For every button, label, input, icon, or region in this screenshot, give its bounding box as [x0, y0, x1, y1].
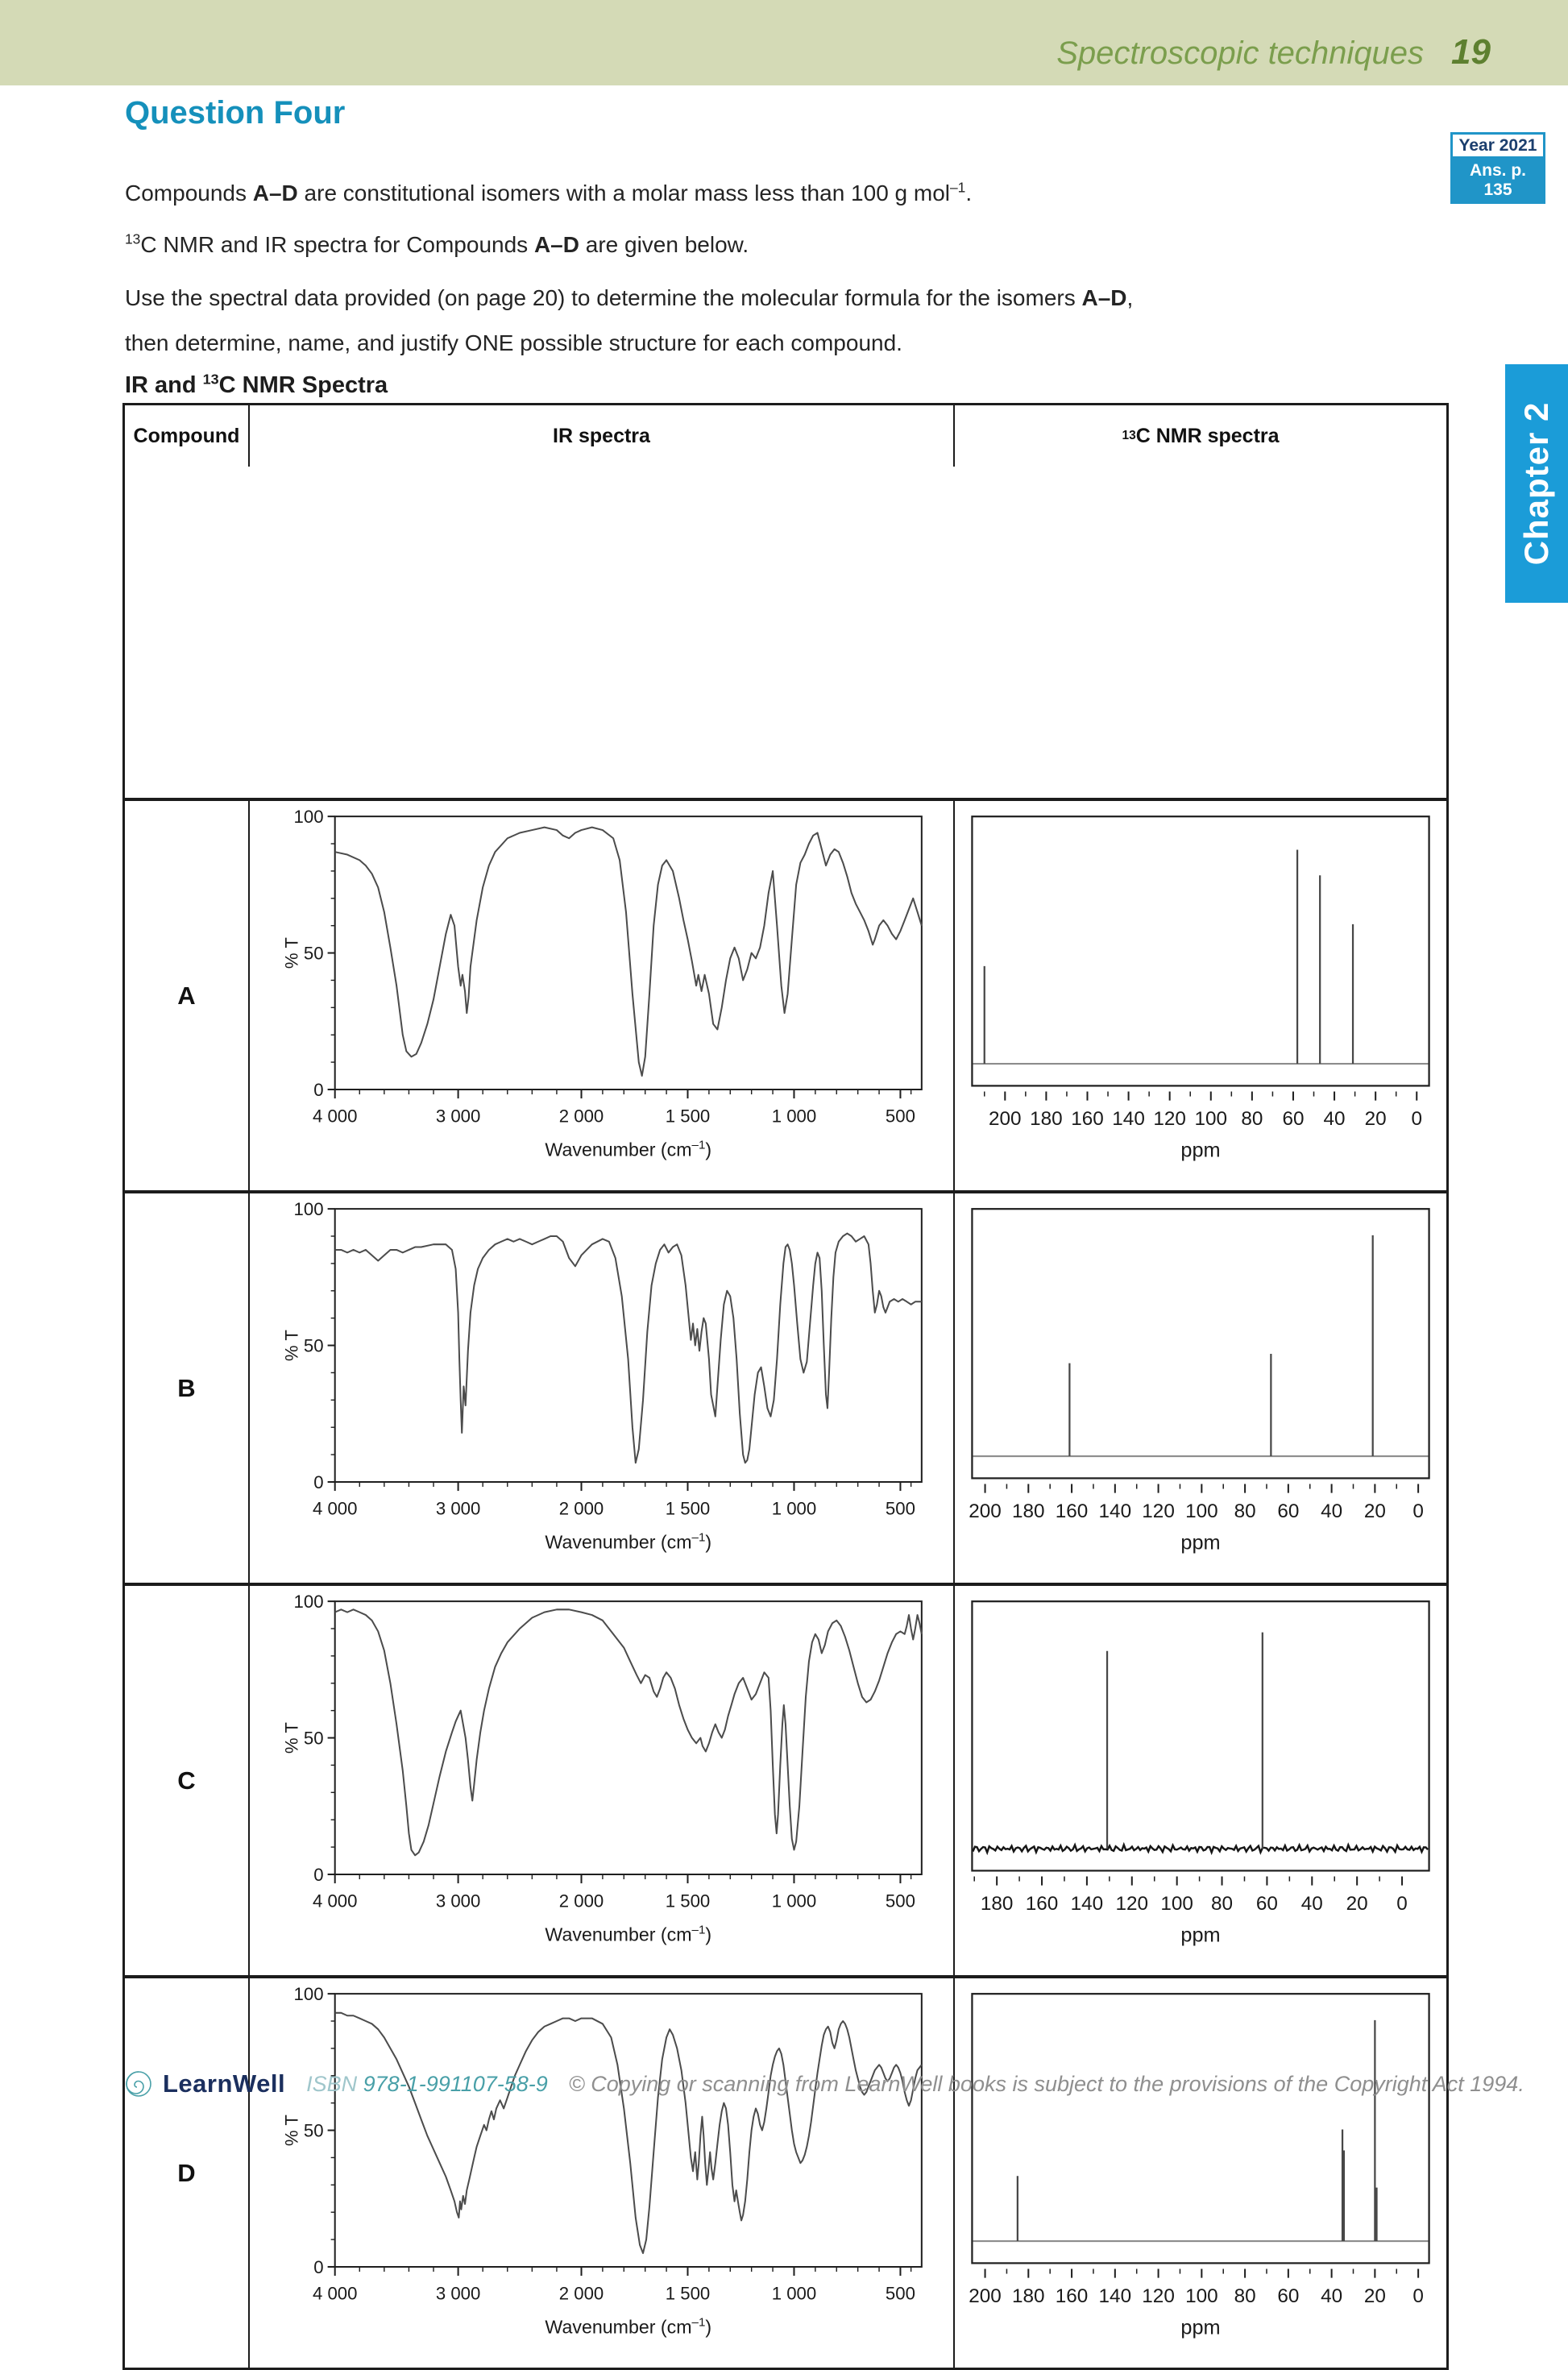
intro-paragraph-1: [125, 171, 972, 216]
isbn-label: ISBN: [306, 2071, 358, 2096]
svg-text:200: 200: [989, 1107, 1022, 1130]
page-footer: [122, 2068, 1524, 2100]
svg-text:0: 0: [313, 1079, 324, 1100]
svg-text:1 000: 1 000: [771, 2282, 817, 2303]
superscript: 13: [202, 371, 219, 388]
superscript: –1: [950, 179, 966, 196]
compound-cell: [125, 1583, 250, 1975]
ir-spectrum-chart: [263, 1982, 944, 2364]
svg-text:0: 0: [1412, 2285, 1424, 2307]
header-band: [0, 0, 1568, 85]
compound-cell: [125, 1190, 250, 1583]
svg-text:0: 0: [313, 1471, 324, 1492]
text-run: Use the spectral data provided (on page 20) to determine the molecular formula for the isomers: [125, 285, 1082, 310]
svg-text:% T: % T: [281, 1721, 302, 1754]
running-header: [1056, 32, 1491, 73]
nmr-spectrum-chart: [960, 1197, 1441, 1580]
svg-text:40: 40: [1321, 1500, 1343, 1522]
svg-text:Wavenumber (cm–1): Wavenumber $(cm^{-1})$: [545, 1530, 712, 1553]
compound-range: A–D: [252, 181, 298, 205]
svg-text:100: 100: [1185, 1500, 1218, 1522]
svg-text:ppm: ppm: [1180, 1531, 1221, 1554]
svg-text:50: 50: [303, 1728, 324, 1749]
svg-text:1 500: 1 500: [665, 1890, 711, 1911]
svg-text:200: 200: [969, 1500, 1002, 1522]
svg-text:180: 180: [1030, 1107, 1063, 1130]
answer-page-badge: Ans. p. 135: [1450, 159, 1545, 204]
svg-text:20: 20: [1363, 1500, 1386, 1522]
svg-text:100: 100: [293, 1198, 324, 1219]
svg-text:3 000: 3 000: [435, 1890, 481, 1911]
text-run: ,: [1126, 285, 1134, 310]
svg-text:4 000: 4 000: [312, 1497, 358, 1518]
svg-text:140: 140: [1112, 1107, 1145, 1130]
svg-text:Wavenumber (cm–1): Wavenumber $(cm^{-1})$: [545, 2315, 712, 2338]
nmr-spectrum-chart: [960, 1982, 1441, 2365]
section-heading: [125, 372, 388, 399]
svg-text:40: 40: [1323, 1107, 1346, 1130]
text-run: C NMR and IR spectra for Compounds: [140, 232, 534, 257]
ir-spectrum-chart: [263, 805, 944, 1187]
svg-text:160: 160: [1055, 1500, 1089, 1522]
spiral-icon: [122, 2068, 155, 2100]
page-number: 19: [1451, 32, 1491, 72]
svg-text:2 000: 2 000: [558, 1105, 604, 1126]
svg-text:120: 120: [1153, 1107, 1186, 1130]
copyright-notice: © Copying or scanning from LearnWell books is subject to the provisions of the Copyright Act 1994.: [568, 2071, 1524, 2096]
svg-text:120: 120: [1115, 1892, 1149, 1915]
svg-text:3 000: 3 000: [435, 1105, 481, 1126]
svg-text:% T: % T: [281, 936, 302, 969]
nmr-spectrum-chart: [960, 1589, 1441, 1973]
svg-text:140: 140: [1098, 2285, 1132, 2307]
chapter-tab: [1505, 364, 1568, 603]
svg-text:80: 80: [1234, 1500, 1256, 1522]
svg-text:20: 20: [1346, 1892, 1368, 1915]
svg-text:180: 180: [1012, 2285, 1045, 2307]
ir-spectrum-cell: [250, 798, 955, 1190]
nmr-spectrum-cell: [955, 1583, 1446, 1975]
svg-text:120: 120: [1142, 2285, 1175, 2307]
svg-text:3 000: 3 000: [435, 1497, 481, 1518]
svg-text:160: 160: [1055, 2285, 1089, 2307]
svg-text:Wavenumber (cm–1): Wavenumber $(cm^{-1})$: [545, 1138, 712, 1160]
svg-text:120: 120: [1142, 1500, 1175, 1522]
compound-label: B: [177, 1373, 196, 1402]
column-header-ir: IR spectra: [250, 405, 955, 467]
svg-text:2 000: 2 000: [558, 1890, 604, 1911]
text-run: are given below.: [579, 232, 749, 257]
svg-text:500: 500: [885, 1890, 915, 1911]
text-run: Compounds: [125, 181, 253, 205]
svg-text:180: 180: [980, 1892, 1014, 1915]
column-header-compound: Compound: [125, 405, 250, 467]
superscript: 13: [125, 230, 141, 247]
compound-label: C: [177, 1766, 196, 1795]
chapter-title: Spectroscopic techniques: [1056, 35, 1425, 71]
question-title: Question Four: [125, 95, 346, 131]
nmr-spectrum-cell: [955, 1190, 1446, 1583]
svg-text:500: 500: [885, 1497, 915, 1518]
svg-text:3 000: 3 000: [435, 2282, 481, 2303]
svg-text:100: 100: [293, 1591, 324, 1612]
svg-text:1 000: 1 000: [771, 1497, 817, 1518]
svg-text:50: 50: [303, 2120, 324, 2141]
svg-text:ppm: ppm: [1180, 1924, 1221, 1947]
svg-text:4 000: 4 000: [312, 2282, 358, 2303]
svg-text:100: 100: [1185, 2285, 1218, 2307]
svg-text:160: 160: [1025, 1892, 1059, 1915]
svg-text:140: 140: [1098, 1500, 1132, 1522]
svg-text:1 000: 1 000: [771, 1105, 817, 1126]
svg-text:140: 140: [1070, 1892, 1104, 1915]
compound-range: A–D: [533, 232, 579, 257]
svg-text:20: 20: [1364, 1107, 1387, 1130]
nmr-spectrum-cell: [955, 798, 1446, 1190]
ir-spectrum-chart: [263, 1197, 944, 1579]
text-run: C NMR spectra: [1135, 424, 1280, 447]
svg-text:4 000: 4 000: [312, 1890, 358, 1911]
svg-text:0: 0: [313, 2256, 324, 2277]
svg-text:0: 0: [1412, 1500, 1424, 1522]
svg-text:% T: % T: [281, 2114, 302, 2146]
svg-text:80: 80: [1234, 2285, 1256, 2307]
svg-text:0: 0: [1396, 1892, 1408, 1915]
svg-text:60: 60: [1255, 1892, 1278, 1915]
svg-text:2 000: 2 000: [558, 1497, 604, 1518]
svg-text:60: 60: [1277, 1500, 1300, 1522]
svg-text:20: 20: [1363, 2285, 1386, 2307]
svg-text:500: 500: [885, 2282, 915, 2303]
isbn-number: 978-1-991107-58-9: [363, 2071, 548, 2096]
text-run: then determine, name, and justify ONE possible structure for each compound.: [125, 330, 902, 355]
svg-text:200: 200: [969, 2285, 1002, 2307]
intro-paragraph-3: [125, 276, 1133, 366]
compound-cell: [125, 798, 250, 1190]
svg-text:60: 60: [1277, 2285, 1300, 2307]
svg-text:40: 40: [1321, 2285, 1343, 2307]
svg-text:1 500: 1 500: [665, 2282, 711, 2303]
compound-label: A: [177, 981, 196, 1010]
svg-text:500: 500: [885, 1105, 915, 1126]
nmr-spectrum-cell: [955, 1975, 1446, 2368]
nmr-spectrum-chart: [960, 804, 1441, 1188]
svg-text:50: 50: [303, 943, 324, 964]
compound-range: A–D: [1081, 285, 1127, 310]
ir-spectrum-chart: [263, 1590, 944, 1972]
svg-text:% T: % T: [281, 1329, 302, 1361]
svg-text:1 500: 1 500: [665, 1497, 711, 1518]
compound-label: D: [177, 2158, 196, 2187]
svg-text:50: 50: [303, 1335, 324, 1356]
svg-text:180: 180: [1012, 1500, 1045, 1522]
chapter-tab-label: Chapter 2: [1517, 401, 1555, 566]
svg-text:1 000: 1 000: [771, 1890, 817, 1911]
svg-text:1 500: 1 500: [665, 1105, 711, 1126]
svg-text:2 000: 2 000: [558, 2282, 604, 2303]
intro-paragraph-2: [125, 222, 749, 268]
svg-text:100: 100: [293, 806, 324, 827]
svg-text:100: 100: [1194, 1107, 1228, 1130]
svg-text:100: 100: [293, 1983, 324, 2004]
ir-spectrum-cell: [250, 1190, 955, 1583]
svg-text:Wavenumber (cm–1): Wavenumber $(cm^{-1})$: [545, 1923, 712, 1945]
column-header-nmr: 13 C NMR spectra: [1122, 424, 1280, 447]
svg-text:60: 60: [1282, 1107, 1305, 1130]
text-run: .: [965, 181, 973, 205]
compound-cell: [125, 1975, 250, 2368]
text-run: IR and: [125, 372, 203, 398]
svg-text:80: 80: [1211, 1892, 1234, 1915]
ir-spectrum-cell: [250, 1975, 955, 2368]
year-answer-badge: [1450, 132, 1545, 204]
brand-name: LearnWell: [163, 2069, 286, 2098]
svg-text:40: 40: [1300, 1892, 1323, 1915]
svg-text:0: 0: [313, 1864, 324, 1885]
svg-text:80: 80: [1241, 1107, 1263, 1130]
svg-text:100: 100: [1160, 1892, 1193, 1915]
svg-text:160: 160: [1071, 1107, 1104, 1130]
svg-text:ppm: ppm: [1180, 2316, 1221, 2339]
svg-text:ppm: ppm: [1180, 1139, 1221, 1162]
text-run: are constitutional isomers with a molar mass less than 100 g mol: [297, 181, 951, 205]
isbn: [306, 2072, 548, 2097]
ir-spectrum-cell: [250, 1583, 955, 1975]
year-badge: Year 2021: [1450, 132, 1545, 159]
text-run: C NMR Spectra: [218, 372, 388, 398]
svg-text:4 000: 4 000: [312, 1105, 358, 1126]
svg-text:0: 0: [1411, 1107, 1423, 1130]
learnwell-logo: [122, 2068, 285, 2100]
